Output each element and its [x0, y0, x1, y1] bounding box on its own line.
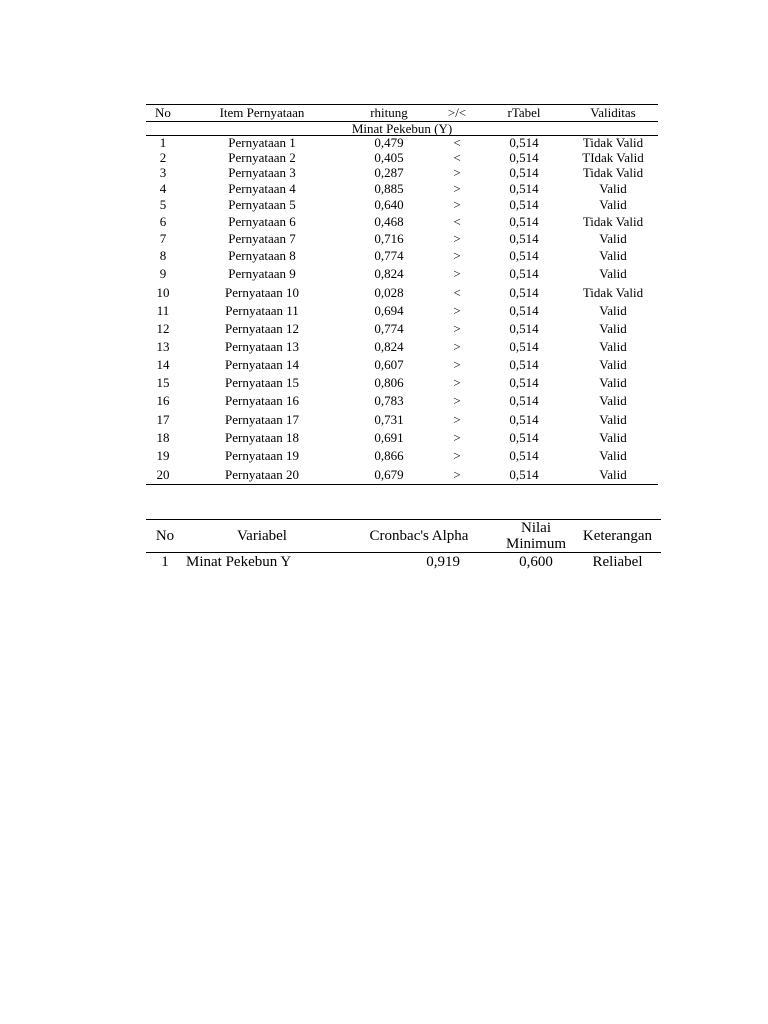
- cell-validitas: Tidak Valid: [582, 165, 644, 180]
- cell-no: 19: [156, 448, 170, 463]
- cell-rtabel: 0,514: [509, 393, 539, 408]
- table-row: [146, 283, 658, 302]
- cell-no: 6: [159, 213, 167, 229]
- cell-item: Pernyataan 19: [224, 448, 299, 463]
- group-label: Minat Pekebun (Y): [146, 122, 658, 136]
- header-item: Item Pernyataan: [180, 105, 344, 122]
- cell-no: 8: [159, 248, 167, 263]
- table-row: [146, 447, 658, 465]
- table-row: [146, 338, 658, 356]
- table-row: [146, 356, 658, 374]
- cell-validitas: Valid: [599, 248, 627, 263]
- cell-rtabel: 0,514: [509, 248, 539, 263]
- cell-rtabel: 0,514: [509, 197, 539, 212]
- table-row: [146, 165, 658, 181]
- cell-no: 16: [156, 393, 170, 408]
- table-row: [146, 374, 658, 392]
- validity-body: [146, 122, 658, 485]
- cell-item: Pernyataan 13: [224, 339, 299, 354]
- cell-comparison: >: [453, 165, 461, 180]
- cell-item: Pernyataan 5: [228, 197, 296, 212]
- cell-rhitung: 0,866: [374, 448, 404, 463]
- cell-item: Pernyataan 14: [224, 357, 299, 372]
- cell-item: Pernyataan 11: [225, 303, 299, 318]
- rel-header-keterangan: Keterangan: [574, 520, 661, 553]
- cell-comparison: >: [453, 230, 461, 246]
- cell-rhitung: 0,640: [374, 197, 404, 212]
- cell-comparison: >: [453, 357, 461, 372]
- cell-comparison: >: [453, 303, 461, 318]
- cell-validitas: Valid: [599, 197, 627, 212]
- cell-rhitung: 0,731: [374, 411, 404, 427]
- reliability-row: [146, 553, 661, 572]
- cell-comparison: <: [453, 149, 461, 165]
- group-row: [146, 122, 658, 136]
- cell-validitas: Valid: [599, 339, 627, 354]
- cell-rhitung: 0,679: [344, 465, 434, 485]
- cell-validitas: Valid: [599, 393, 627, 408]
- cell-rtabel: 0,514: [509, 339, 539, 354]
- rel-header-alpha: [340, 520, 498, 553]
- cell-rhitung: 0,287: [374, 165, 404, 180]
- cell-rhitung: 0,783: [374, 393, 404, 408]
- cell-rtabel: 0,514: [509, 135, 539, 150]
- rel-header-no: No: [146, 520, 184, 553]
- cell-item: Pernyataan 9: [228, 266, 296, 281]
- table-row: [146, 136, 658, 151]
- table-row: [146, 181, 658, 197]
- cell-validitas: Tidak Valid: [582, 284, 644, 300]
- rel-header-alpha-text: Cronbac's Alpha: [369, 528, 469, 544]
- cell-validitas: Valid: [599, 375, 627, 390]
- rel-cell-alpha: 0,919: [426, 554, 460, 570]
- reliability-table: [146, 519, 661, 571]
- cell-comparison: >: [453, 197, 461, 212]
- cell-rhitung: 0,885: [374, 181, 404, 196]
- header-rhitung: rhitung: [344, 105, 434, 122]
- cell-validitas: Valid: [599, 411, 627, 427]
- cell-rtabel: 0,514: [509, 149, 539, 165]
- cell-item: Pernyataan 3: [228, 165, 296, 180]
- cell-no: 1: [159, 135, 167, 150]
- cell-rtabel: 0,514: [509, 266, 539, 281]
- cell-no: 15: [156, 375, 170, 390]
- validity-table: [146, 104, 658, 485]
- cell-rtabel: 0,514: [480, 465, 568, 485]
- validity-header-row: [146, 105, 658, 122]
- cell-rhitung: 0,824: [374, 266, 404, 281]
- cell-validitas: Valid: [568, 465, 658, 485]
- cell-rtabel: 0,514: [509, 230, 539, 246]
- cell-comparison: <: [453, 284, 461, 300]
- cell-comparison: >: [453, 393, 461, 408]
- rel-header-nilai: Nilai: [521, 520, 551, 536]
- cell-no: 17: [156, 411, 170, 427]
- rel-header-minimum: Minimum: [505, 536, 566, 552]
- cell-rhitung: 0,479: [374, 135, 404, 150]
- cell-comparison: >: [453, 448, 461, 463]
- cell-rhitung: 0,774: [374, 321, 404, 336]
- table-row: [146, 429, 658, 447]
- cell-no: 3: [159, 165, 167, 180]
- cell-comparison: >: [453, 430, 461, 445]
- cell-rtabel: 0,514: [509, 357, 539, 372]
- cell-no: 13: [156, 339, 170, 354]
- table-row: [146, 302, 658, 320]
- cell-rtabel: 0,514: [509, 430, 539, 445]
- table-row: [146, 197, 658, 213]
- table-row: [146, 150, 658, 165]
- cell-validitas: Valid: [599, 303, 627, 318]
- cell-no: 20: [146, 465, 180, 485]
- table-row: [146, 410, 658, 429]
- cell-comparison: >: [453, 248, 461, 263]
- cell-rtabel: 0,514: [509, 181, 539, 196]
- cell-item: Pernyataan 20: [180, 465, 344, 485]
- cell-validitas: Valid: [599, 230, 627, 246]
- cell-rtabel: 0,514: [509, 165, 539, 180]
- cell-rtabel: 0,514: [509, 411, 539, 427]
- table-row: [146, 247, 658, 265]
- cell-comparison: >: [453, 266, 461, 281]
- cell-no: 14: [156, 357, 170, 372]
- cell-validitas: Valid: [599, 430, 627, 445]
- cell-rhitung: 0,774: [374, 248, 404, 263]
- cell-no: 2: [159, 149, 167, 165]
- cell-comparison: >: [453, 375, 461, 390]
- rel-header-variabel: Variabel: [184, 520, 340, 553]
- cell-no: 4: [159, 181, 167, 196]
- rel-header-nilai-minimum: [498, 520, 574, 553]
- cell-rhitung: 0,468: [374, 213, 404, 229]
- table-row: [146, 465, 658, 485]
- cell-rhitung: 0,607: [374, 357, 404, 372]
- cell-no: 12: [156, 321, 170, 336]
- cell-comparison: >: [453, 181, 461, 196]
- cell-rhitung: 0,716: [374, 230, 404, 246]
- cell-no: 5: [159, 197, 167, 212]
- cell-validitas: Valid: [599, 181, 627, 196]
- cell-item: Pernyataan 17: [224, 411, 299, 427]
- cell-item: Pernyataan 2: [228, 149, 296, 165]
- cell-rtabel: 0,514: [509, 375, 539, 390]
- cell-rtabel: 0,514: [509, 303, 539, 318]
- cell-item: Pernyataan 16: [224, 393, 299, 408]
- cell-item: Pernyataan 6: [228, 213, 296, 229]
- rel-cell-variabel: Minat Pekebun Y: [186, 554, 292, 570]
- rel-cell-no: 1: [161, 554, 169, 570]
- cell-rhitung: 0,694: [374, 303, 404, 318]
- cell-item: Pernyataan 18: [224, 430, 299, 445]
- cell-comparison: >: [453, 339, 461, 354]
- rel-cell-keterangan: Reliabel: [592, 554, 643, 570]
- cell-item: Pernyataan 8: [228, 248, 296, 263]
- cell-rhitung: 0,824: [374, 339, 404, 354]
- cell-rhitung: 0,691: [374, 430, 404, 445]
- table-row: [146, 320, 658, 338]
- cell-no: 11: [156, 303, 170, 318]
- reliability-header-row: [146, 520, 661, 553]
- cell-comparison: >: [434, 465, 480, 485]
- cell-item: Pernyataan 7: [228, 230, 296, 246]
- cell-comparison: >: [453, 321, 461, 336]
- header-comparison: >/<: [434, 105, 480, 122]
- cell-rtabel: 0,514: [509, 213, 539, 229]
- cell-item: Pernyataan 12: [224, 321, 299, 336]
- cell-rhitung: 0,405: [374, 149, 404, 165]
- cell-no: 10: [156, 284, 170, 300]
- cell-comparison: <: [453, 213, 461, 229]
- header-validitas: Validitas: [568, 105, 658, 122]
- cell-comparison: >: [453, 411, 461, 427]
- cell-rtabel: 0,514: [509, 321, 539, 336]
- cell-validitas: Tidak Valid: [582, 213, 644, 229]
- cell-rhitung: 0,806: [374, 375, 404, 390]
- cell-rtabel: 0,514: [509, 448, 539, 463]
- table-row: [146, 392, 658, 410]
- cell-no: 9: [159, 266, 167, 281]
- table-row: [146, 230, 658, 247]
- cell-validitas: TIdak Valid: [582, 149, 644, 165]
- cell-rhitung: 0,028: [374, 284, 404, 300]
- cell-item: Pernyataan 15: [224, 375, 299, 390]
- cell-item: Pernyataan 10: [224, 284, 299, 300]
- cell-no: 18: [156, 430, 170, 445]
- header-rtabel: rTabel: [480, 105, 568, 122]
- cell-comparison: <: [453, 135, 461, 150]
- table-row: [146, 213, 658, 230]
- cell-item: Pernyataan 1: [228, 135, 296, 150]
- header-no: No: [146, 105, 180, 122]
- cell-validitas: Valid: [599, 357, 627, 372]
- cell-rtabel: 0,514: [509, 284, 539, 300]
- rel-cell-minimum: 0,600: [519, 554, 553, 570]
- cell-validitas: Valid: [599, 266, 627, 281]
- cell-validitas: Tidak Valid: [582, 135, 644, 150]
- cell-item: Pernyataan 4: [228, 181, 296, 196]
- table-row: [146, 265, 658, 283]
- cell-no: 7: [159, 230, 167, 246]
- cell-validitas: Valid: [599, 448, 627, 463]
- cell-validitas: Valid: [599, 321, 627, 336]
